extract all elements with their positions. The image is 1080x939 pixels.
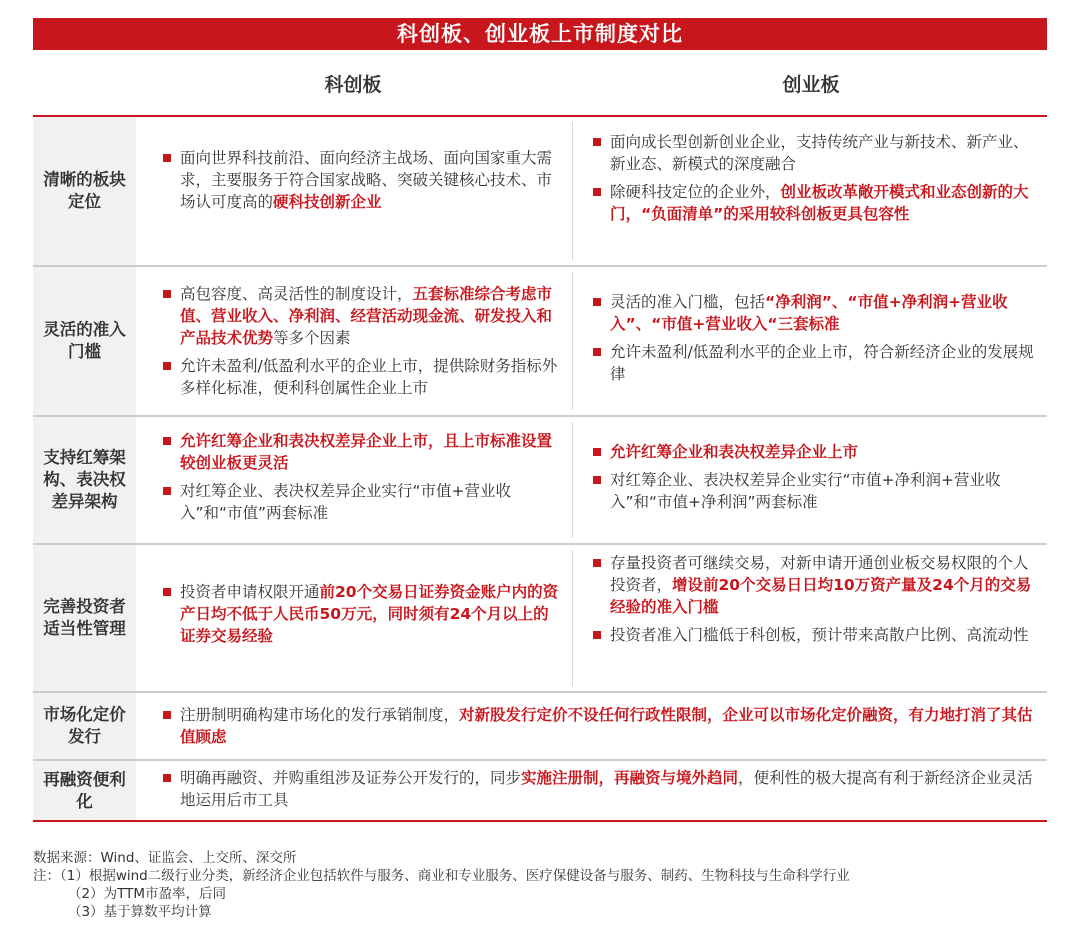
bullet-text: 允许未盈利/低盈利水平的企业上市，符合新经济企业的发展规律 (610, 343, 1034, 383)
highlighted-text: 允许红筹企业和表决权差异企业上市 (610, 443, 859, 461)
highlighted-text: 前20个交易日证券资金账户内的资产日均不低于人民币50万元，同时须有24个月以上的证券交易经验 (180, 583, 559, 645)
row-label: 再融资便利化 (33, 761, 136, 820)
footnote-2: （2）为TTM市盈率，后同 (68, 886, 226, 902)
bullet-item (580, 469, 1035, 513)
highlighted-text: “净利润”、“市值+净利润+营业收入”、“市值+营业收入“三套标准 (610, 293, 1008, 333)
bullet-text: 明确再融资、并购重组涉及证券公开发行的，同步 (180, 769, 522, 787)
bullet-text: 允许未盈利/低盈利水平的企业上市，提供除财务指标外多样化标准，便利科创属性企业上市 (180, 357, 558, 397)
row-label: 支持红筹架构、表决权差异架构 (33, 417, 136, 543)
row-1-star-cell (150, 147, 560, 213)
row-label: 完善投资者适当性管理 (33, 545, 136, 691)
highlighted-text: 对新股发行定价不设任何行政性限制，企业可以市场化定价融资，有力地打消了其估值顾虑 (180, 706, 1033, 746)
row-divider (33, 265, 1047, 267)
row-3-gem-cell (580, 441, 1035, 513)
bullet-text: 面向世界科技前沿、面向经济主战场、面向国家重大需求，主要服务于符合国家战略、突破关键核心技术、市场认可度高的 (180, 149, 553, 211)
bullet-item (150, 355, 560, 399)
bullet-text: 高包容度、高灵活性的制度设计， (180, 285, 413, 303)
footnote-3: （3）基于算数平均计算 (68, 904, 212, 920)
table-top-rule (33, 115, 1047, 117)
bullet-item (150, 430, 560, 474)
row-2-gem-cell (580, 291, 1035, 385)
bullet-item (150, 480, 560, 524)
row-5-full-cell (150, 704, 1035, 748)
highlighted-text: 硬科技创新企业 (273, 193, 382, 211)
row-label: 清晰的板块定位 (33, 117, 136, 265)
table-title-banner: 科创板、创业板上市制度对比 (33, 18, 1047, 50)
bullet-item (580, 624, 1035, 646)
row-divider (33, 691, 1047, 693)
bullet-text: 注册制明确构建市场化的发行承销制度， (180, 706, 460, 724)
footnote-source: 数据来源：Wind、证监会、上交所、深交所 (33, 850, 297, 866)
column-divider (572, 122, 573, 260)
row-divider (33, 543, 1047, 545)
bullet-item (580, 552, 1035, 618)
highlighted-text: 实施注册制，再融资与境外趋同 (521, 769, 739, 787)
row-4-gem-cell (580, 552, 1035, 646)
bullet-text: 对红筹企业、表决权差异企业实行“市值+营业收入”和“市值”两套标准 (180, 482, 512, 522)
footnote-1: 注：（1）根据wind二级行业分类，新经济企业包括软件与服务、商业和专业服务、医疗保健设备与服务、制药、生物科技与生命科学行业 (33, 868, 850, 884)
row-label: 灵活的准入门槛 (33, 267, 136, 415)
bullet-text: 投资者准入门槛低于科创板，预计带来高散户比例、高流动性 (610, 626, 1029, 644)
bullet-text: 投资者申请权限开通 (180, 583, 320, 601)
bullet-item (150, 283, 560, 349)
bullet-text: 面向成长型创新创业企业，支持传统产业与新技术、新产业、新业态、新模式的深度融合 (610, 133, 1029, 173)
table-bottom-rule (33, 820, 1047, 822)
row-divider (33, 759, 1047, 761)
bullet-text: 等多个因素 (273, 329, 351, 347)
bullet-text: 存量投资者可继续交易，对新申请开通创业板交易权限的个人投资者， (610, 554, 1029, 594)
column-divider (572, 272, 573, 410)
highlighted-text: 允许红筹企业和表决权差异企业上市，且上市标准设置较创业板更灵活 (180, 432, 553, 472)
bullet-item (580, 441, 1035, 463)
bullet-item (580, 131, 1035, 175)
bullet-item (580, 341, 1035, 385)
row-divider (33, 415, 1047, 417)
column-divider (572, 422, 573, 538)
row-1-gem-cell (580, 131, 1035, 225)
row-2-star-cell (150, 283, 560, 399)
bullet-item (150, 147, 560, 213)
bullet-text: 灵活的准入门槛，包括 (610, 293, 766, 311)
bullet-text: ，便利性的极大提高有利于新经济企业灵活地运用后市工具 (180, 769, 1033, 809)
highlighted-text: 五套标准综合考虑市值、营业收入、净利润、经营活动现金流、研发投入和产品技术优势 (180, 285, 553, 347)
bullet-item (150, 704, 1035, 748)
highlighted-text: 增设前20个交易日日均10万资产量及24个月的交易经验的准入门槛 (610, 576, 1032, 616)
bullet-item (580, 181, 1035, 225)
bullet-text: 对红筹企业、表决权差异企业实行“市值+净利润+营业收入”和“市值+净利润”两套标准 (610, 471, 1001, 511)
bullet-item (150, 767, 1035, 811)
row-4-star-cell (150, 581, 560, 647)
bullet-item (150, 581, 560, 647)
highlighted-text: 创业板改革敞开模式和业态创新的大门，“负面清单”的采用较科创板更具包容性 (610, 183, 1029, 223)
column-header-star-market: 科创板 (324, 74, 382, 96)
row-3-star-cell (150, 430, 560, 524)
column-divider (572, 550, 573, 686)
bullet-item (580, 291, 1035, 335)
row-6-full-cell (150, 767, 1035, 811)
bullet-text: 除硬科技定位的企业外， (610, 183, 781, 201)
column-header-gem: 创业板 (782, 74, 840, 96)
row-label: 市场化定价发行 (33, 693, 136, 759)
